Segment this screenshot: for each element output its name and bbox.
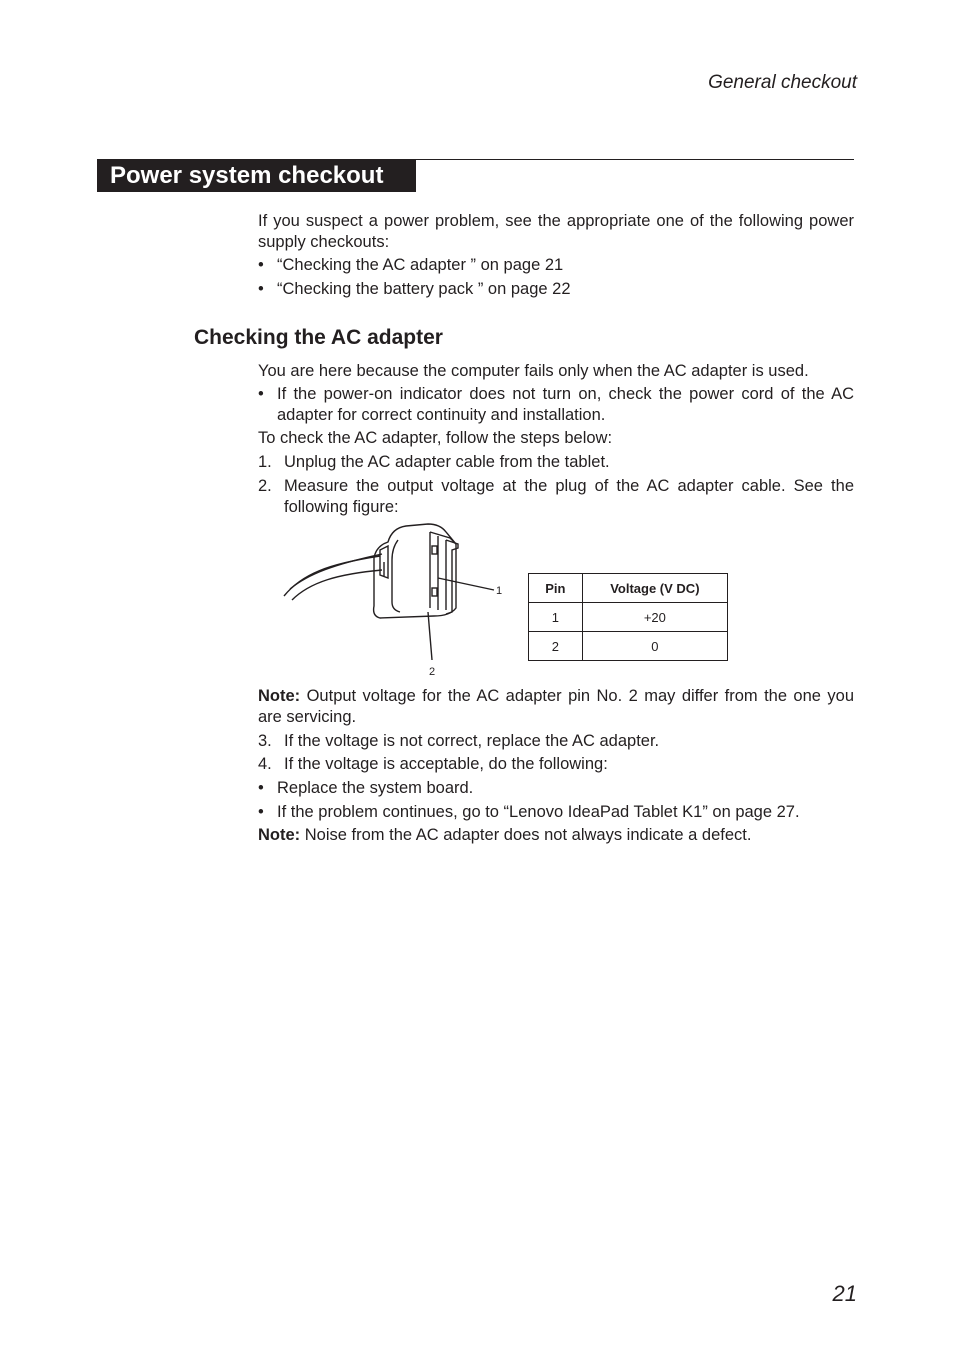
bullet-marker: • xyxy=(258,280,264,298)
running-header: General checkout xyxy=(708,72,857,93)
subsection-title: Checking the AC adapter xyxy=(194,326,443,349)
subsection-paragraph-1: You are here because the computer fails only when the AC adapter is used. xyxy=(258,362,809,380)
step-number: 3. xyxy=(258,732,272,750)
note-1 xyxy=(258,686,854,728)
intro-paragraph: If you suspect a power problem, see the appropriate one of the following power supply checkouts: xyxy=(258,212,854,251)
bullet-marker: • xyxy=(258,385,264,403)
note-label: Note: xyxy=(258,826,301,844)
pin-voltage-table xyxy=(528,573,728,661)
intro-bullet-2 xyxy=(258,279,854,300)
step-number: 4. xyxy=(258,755,272,773)
sub-bullet-2 xyxy=(258,802,854,823)
step-text: Measure the output voltage at the plug of the AC adapter cable. See the following figure: xyxy=(284,477,854,516)
step-text: Unplug the AC adapter cable from the tablet. xyxy=(284,453,610,471)
note-text: Noise from the AC adapter does not always indicate a defect. xyxy=(300,826,752,844)
callout-2: 2 xyxy=(429,666,436,678)
table-cell: 2 xyxy=(529,632,583,661)
sub-bullet-1 xyxy=(258,778,854,799)
bullet-marker: • xyxy=(258,256,264,274)
table-header-cell: Voltage (V DC) xyxy=(582,574,727,603)
table-header-cell: Pin xyxy=(529,574,583,603)
bullet-text: If the power-on indicator does not turn on, check the power cord of the AC adapter for correct continuity and installation. xyxy=(277,385,854,424)
table-row xyxy=(529,632,728,661)
table-cell: +20 xyxy=(582,603,727,632)
step-2 xyxy=(258,476,854,518)
step-text: If the voltage is not correct, replace the AC adapter. xyxy=(284,732,660,750)
intro-bullet-text: “Checking the battery pack ” on page 22 xyxy=(277,280,571,298)
note-label: Note: xyxy=(258,687,301,705)
step-3 xyxy=(258,731,854,752)
callout-1: 1 xyxy=(496,585,503,597)
intro-bullet-text: “Checking the AC adapter ” on page 21 xyxy=(277,256,564,274)
subsection-paragraph-2: To check the AC adapter, follow the steps below: xyxy=(258,429,613,447)
table-cell: 1 xyxy=(529,603,583,632)
step-text: If the voltage is acceptable, do the following: xyxy=(284,755,608,773)
intro-bullet-1 xyxy=(258,255,854,276)
table-row xyxy=(529,603,728,632)
step-number: 1. xyxy=(258,453,272,471)
bullet-marker: • xyxy=(258,803,264,821)
bullet-text: If the problem continues, go to “Lenovo IdeaPad Tablet K1” on page 27. xyxy=(277,803,800,821)
bullet-text: Replace the system board. xyxy=(277,779,474,797)
section-title: Power system checkout xyxy=(110,162,384,189)
page-number: 21 xyxy=(832,1281,857,1306)
note-text: Output voltage for the AC adapter pin No. 2 may differ from the one you are servicing. xyxy=(258,687,854,726)
step-number: 2. xyxy=(258,477,272,495)
ac-adapter-plug-figure xyxy=(280,518,510,683)
table-cell: 0 xyxy=(582,632,727,661)
table-header-row xyxy=(529,574,728,603)
step-1 xyxy=(258,452,854,473)
step-4 xyxy=(258,754,854,775)
power-indicator-bullet xyxy=(258,384,854,426)
bullet-marker: • xyxy=(258,779,264,797)
note-2 xyxy=(258,825,854,846)
